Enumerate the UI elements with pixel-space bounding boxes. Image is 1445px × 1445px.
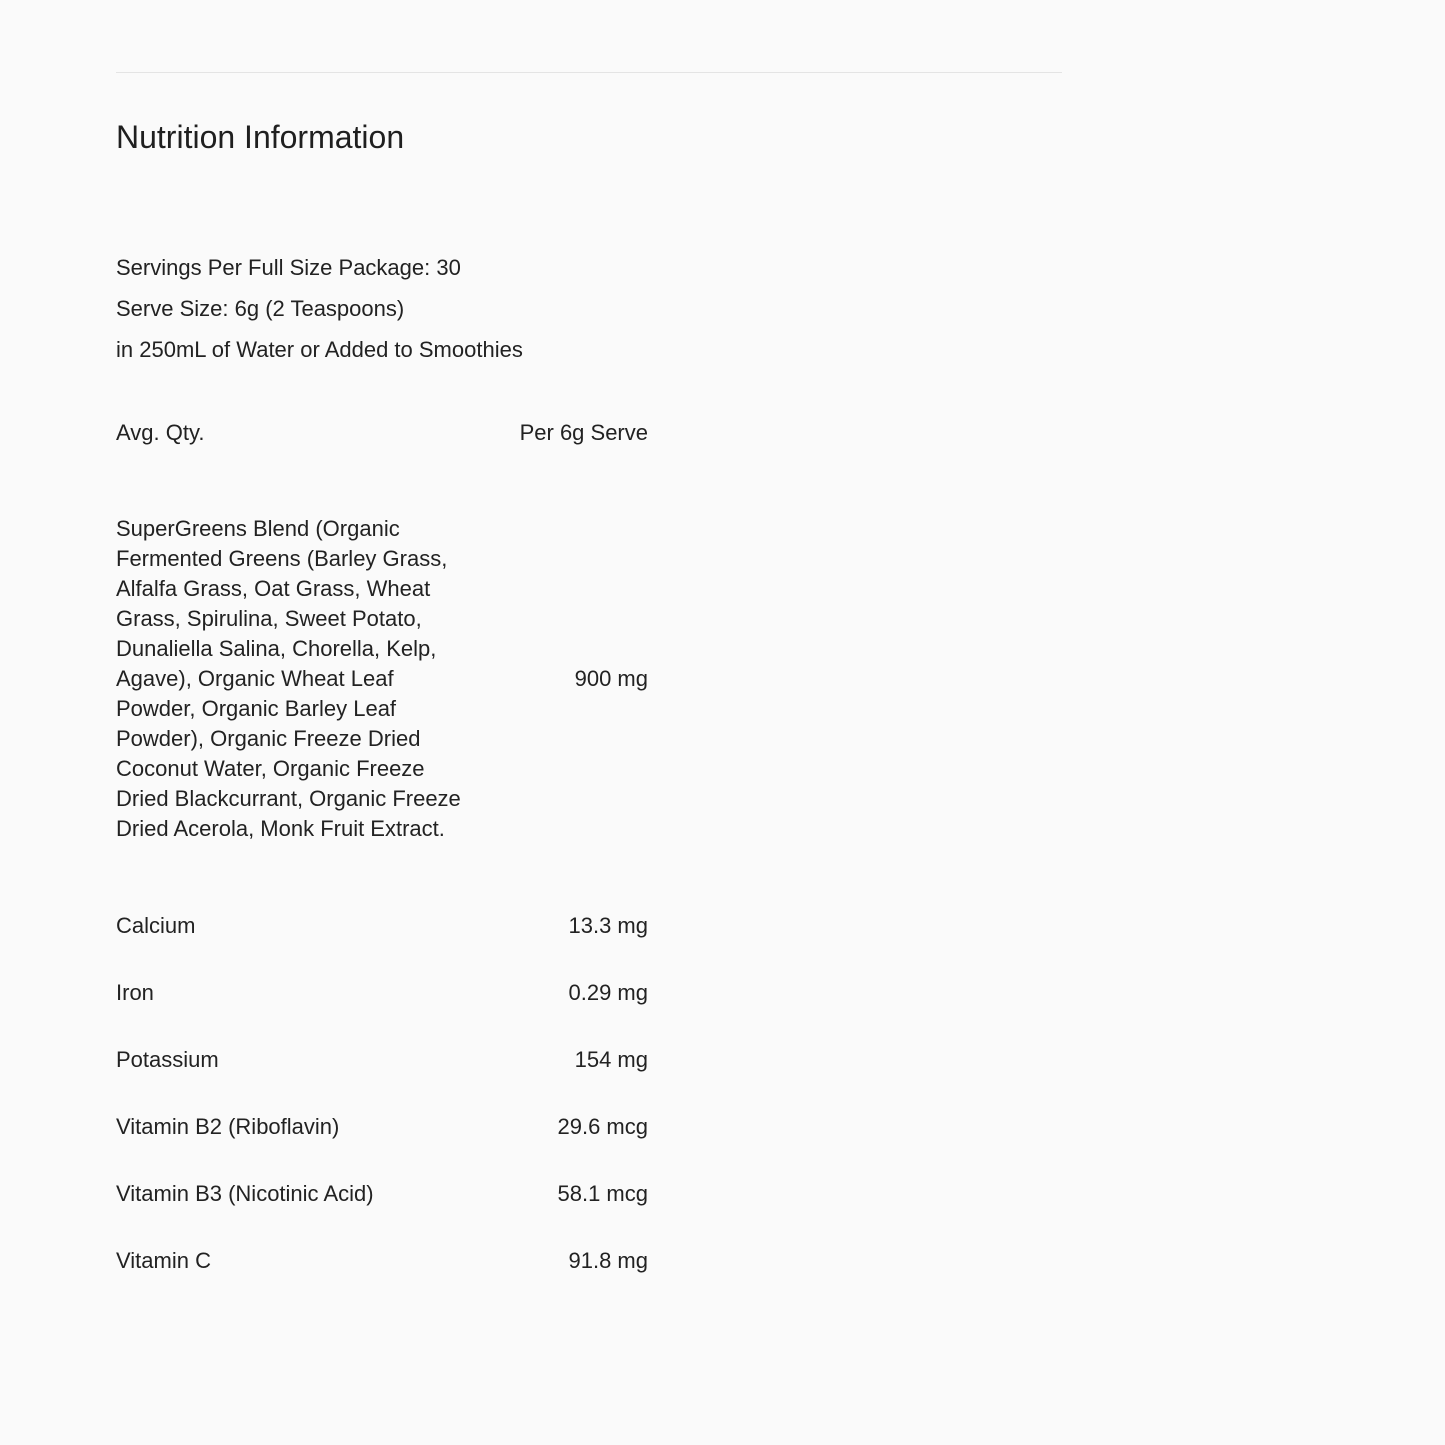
table-header-row — [116, 400, 648, 466]
page-title: Nutrition Information — [116, 119, 405, 155]
nutrient-value: 91.8 mg — [568, 1247, 648, 1273]
table-row — [116, 1160, 648, 1227]
nutrient-name: SuperGreens Blend (Organic Fermented Greens (Barley Grass, Alfalfa Grass, Oat Grass, Wheat Grass, Spirulina, Sweet Potato, Dunaliella Salina, Chorella, Kelp, Agave), Organic Wheat Leaf Powder, Organic Barley Leaf Powder), Organic Freeze Dried Coconut Water, Organic Freeze Dried Blackcurrant, Organic Freeze Dried Acerola, Monk Fruit Extract. — [116, 516, 461, 841]
nutrient-value: 154 mg — [574, 1046, 648, 1072]
nutrient-name: Vitamin B3 (Nicotinic Acid) — [116, 1180, 374, 1206]
table-row — [116, 959, 648, 1026]
nutrient-name: Vitamin B2 (Riboflavin) — [116, 1113, 340, 1139]
table-row — [116, 1026, 648, 1093]
nutrient-name: Potassium — [116, 1046, 219, 1072]
nutrient-value: 13.3 mg — [568, 912, 648, 938]
servings-per-package: Servings Per Full Size Package: 30 — [116, 255, 461, 280]
nutrient-value: 900 mg — [574, 666, 648, 691]
header-per-serve: Per 6g Serve — [519, 420, 648, 445]
table-row — [116, 1093, 648, 1160]
table-row — [116, 892, 648, 959]
nutrition-table — [116, 400, 648, 1294]
table-row — [116, 466, 648, 892]
nutrient-value: 29.6 mcg — [557, 1113, 648, 1139]
table-row — [116, 1227, 648, 1294]
nutrient-name: Iron — [116, 979, 154, 1005]
top-divider — [116, 72, 1062, 73]
nutrient-value: 0.29 mg — [568, 979, 648, 1005]
serving-info — [116, 247, 523, 370]
preparation-note: in 250mL of Water or Added to Smoothies — [116, 337, 523, 362]
header-avg-qty: Avg. Qty. — [116, 420, 205, 445]
nutrient-name: Calcium — [116, 912, 196, 938]
serve-size: Serve Size: 6g (2 Teaspoons) — [116, 296, 405, 321]
nutrient-value: 58.1 mcg — [557, 1180, 648, 1206]
nutrient-name: Vitamin C — [116, 1247, 211, 1273]
